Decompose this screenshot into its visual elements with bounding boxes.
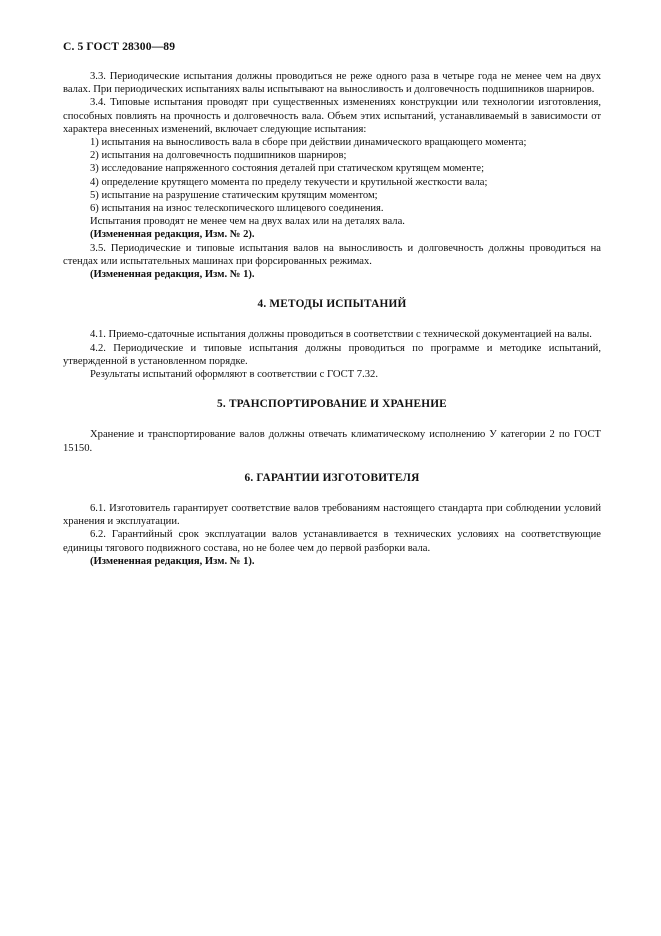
paragraph-3-4: 3.4. Типовые испытания проводят при существенных изменениях конструкции или технологии изготовления, способных повлиять на прочность и долговечность вала. Объем этих испытаний, устанавливаемый в зависимости от характера внесенных изменений, включает следующие испытания: xyxy=(63,97,601,135)
amendment-note: (Измененная редакция, Изм. № 2). xyxy=(90,229,255,241)
paragraph-4-1: 4.1. Приемо-сдаточные испытания должны проводиться в соответствии с технической документацией на валы. xyxy=(90,329,592,341)
page-header: С. 5 ГОСТ 28300—89 xyxy=(63,40,176,53)
list-item: 4) определение крутящего момента по пределу текучести и крутильной жесткости вала; xyxy=(90,176,488,188)
list-item: 5) испытание на разрушение статическим крутящим моментом; xyxy=(90,189,378,201)
paragraph-4-2-tail: Результаты испытаний оформляют в соответствии с ГОСТ 7.32. xyxy=(90,369,378,381)
list-item: 1) испытания на выносливость вала в сборе при действии динамического вращающего момента; xyxy=(90,137,527,149)
section-heading-4: 4. МЕТОДЫ ИСПЫТАНИЙ xyxy=(257,298,407,311)
paragraph-3-3: 3.3. Периодические испытания должны проводиться не реже одного раза в четыре года не менее чем на двух валах. При периодических испытаниях валы испытывают на выносливость и долговечность подшипников шарниров. xyxy=(63,71,601,96)
paragraph-3-4-tail: Испытания проводят не менее чем на двух валах или на деталях вала. xyxy=(90,216,405,228)
amendment-note: (Измененная редакция, Изм. № 1). xyxy=(90,555,255,567)
paragraph-3-5: 3.5. Периодические и типовые испытания валов на выносливость и долговечность должны проводиться на стендах или испытательных машинах при форсированных режимах. xyxy=(63,242,601,267)
paragraph-6-2: 6.2. Гарантийный срок эксплуатации валов устанавливается в технических условиях на соответствующие единицы тягового подвижного состава, но не более чем до первой разборки вала. xyxy=(63,529,601,554)
list-item: 2) испытания на долговечность подшипников шарниров; xyxy=(90,150,347,162)
paragraph-4-2: 4.2. Периодические и типовые испытания должны проводиться по программе и методике испытаний, утвержденной в установленном порядке. xyxy=(63,342,601,367)
amendment-note: (Измененная редакция, Изм. № 1). xyxy=(90,269,255,281)
section-heading-5: 5. ТРАНСПОРТИРОВАНИЕ И ХРАНЕНИЕ xyxy=(217,398,447,411)
section-heading-6: 6. ГАРАНТИИ ИЗГОТОВИТЕЛЯ xyxy=(244,471,420,484)
paragraph-6-1: 6.1. Изготовитель гарантирует соответствие валов требованиям настоящего стандарта при соблюдении условий хранения и эксплуатации. xyxy=(63,503,601,528)
list-item: 6) испытания на износ телескопического шлицевого соединения. xyxy=(90,203,384,215)
list-item: 3) исследование напряженного состояния деталей при статическом крутящем моменте; xyxy=(90,163,485,175)
document-body xyxy=(63,70,601,568)
paragraph-5: Хранение и транспортирование валов должны отвечать климатическому исполнению У категории 2 по ГОСТ 15150. xyxy=(63,429,601,454)
